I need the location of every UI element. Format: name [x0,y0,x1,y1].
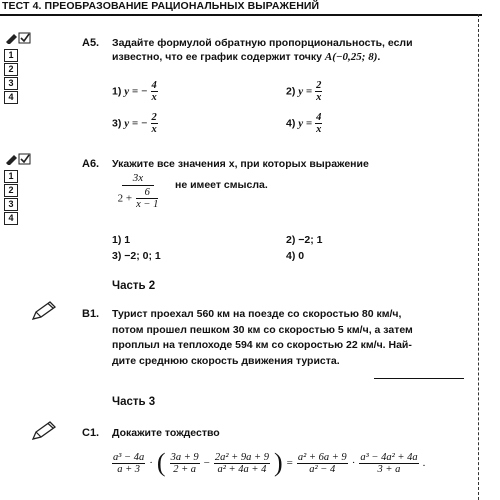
answer-box-3[interactable]: 3 [4,198,18,211]
a5-option-3[interactable]: 3) y = − $\frac{2}{x}$ [112,112,157,135]
a5-text: Задайте формулой обратную пропорциональность, если известно, что ее график содержит точку A(−0,25; 8). [112,37,413,63]
a5-number: А5. [82,37,100,49]
a6-answer-area [4,152,34,226]
c1-text: Докажите тождество [112,427,220,439]
c1-fraction-1: $\frac{\text{a³ − 4a}}{a + 3}$ [113,451,145,475]
a6-expression [110,172,166,210]
a6-expr-numerator: 3x [122,172,154,186]
cut-line [478,14,479,500]
answer-box-4[interactable]: 4 [4,212,18,225]
part3-title: Часть 3 [112,396,156,408]
pencil-icon [30,420,58,442]
pencil-icon [30,300,58,322]
page-header: ТЕСТ 4. ПРЕОБРАЗОВАНИЕ РАЦИОНАЛЬНЫХ ВЫРАЖЕНИЙ [0,0,482,16]
answer-box-3[interactable]: 3 [4,77,18,90]
b1-text: Турист проехал 560 км на поезде со скоростью 80 км/ч, потом прошел пешком 30 км со скоростью 5 км/ч, а затем проплыл на теплоходе 594 км со скоростью 22 км/ч. Най- дите среднюю скорость движения туриста. [112,308,413,367]
c1-identity: $\frac{\text{a³ − 4a}}{a + 3}$ · ( $\frac{3a + 9}{2 + a}$ − $\frac{\text{2a² + 9a + 9}}{\text{a² + 4a + 4}}$ ) = $\frac{\text{a² + 6a + 9}}{\text{a² − 4}}$ · $\frac{\text{a³ − 4a² + 4a}}{3 + a}$ . [113,448,426,477]
a5-point: A(−0,25; 8) [324,51,378,63]
a6-text2: не имеет смысла. [175,179,268,191]
answer-box-2[interactable]: 2 [4,184,18,197]
answer-box-4[interactable]: 4 [4,91,18,104]
a5-text-line1: Задайте формулой обратную пропорциональность, если [112,37,413,49]
a6-option-2[interactable]: 2) −2; 1 [286,234,323,246]
a5-answer-area [4,31,34,105]
answer-box-2[interactable]: 2 [4,63,18,76]
answer-box-1[interactable]: 1 [4,49,18,62]
b1-number: В1. [82,308,100,320]
a6-option-3[interactable]: 3) −2; 0; 1 [112,250,161,262]
a6-text: Укажите все значения x, при которых выражение [112,158,369,170]
a6-expr-den-prefix: 2 + [117,192,133,205]
a5-option-4[interactable]: 4) y = $\frac{4}{x}$ [286,112,322,135]
c1-fraction-2: $\frac{3a + 9}{2 + a}$ [170,451,199,475]
part2-title: Часть 2 [112,280,156,292]
a6-option-1[interactable]: 1) 1 [112,234,131,246]
pencil-check-icon [4,153,34,165]
answer-box-1[interactable]: 1 [4,170,18,183]
a6-number: А6. [82,158,100,170]
a5-option-1[interactable]: 1) y = − $\frac{4}{x}$ [112,80,157,103]
a6-option-4[interactable]: 4) 0 [286,250,305,262]
c1-fraction-3: $\frac{\text{2a² + 9a + 9}}{\text{a² + 4a + 4}}$ [214,451,269,475]
c1-number: С1. [82,427,100,439]
pencil-check-icon [4,32,34,44]
a5-text-line2: известно, что ее график содержит точку [112,51,322,63]
c1-fraction-5: $\frac{\text{a³ − 4a² + 4a}}{3 + a}$ [360,451,418,475]
a5-option-2[interactable]: 2) y = $\frac{2}{x}$ [286,80,322,103]
b1-answer-line[interactable] [374,378,464,379]
c1-fraction-4: $\frac{\text{a² + 6a + 9}}{\text{a² − 4}}$ [297,451,347,475]
a6-inner-fraction: $\frac{6}{x - 1}$ [136,187,159,210]
